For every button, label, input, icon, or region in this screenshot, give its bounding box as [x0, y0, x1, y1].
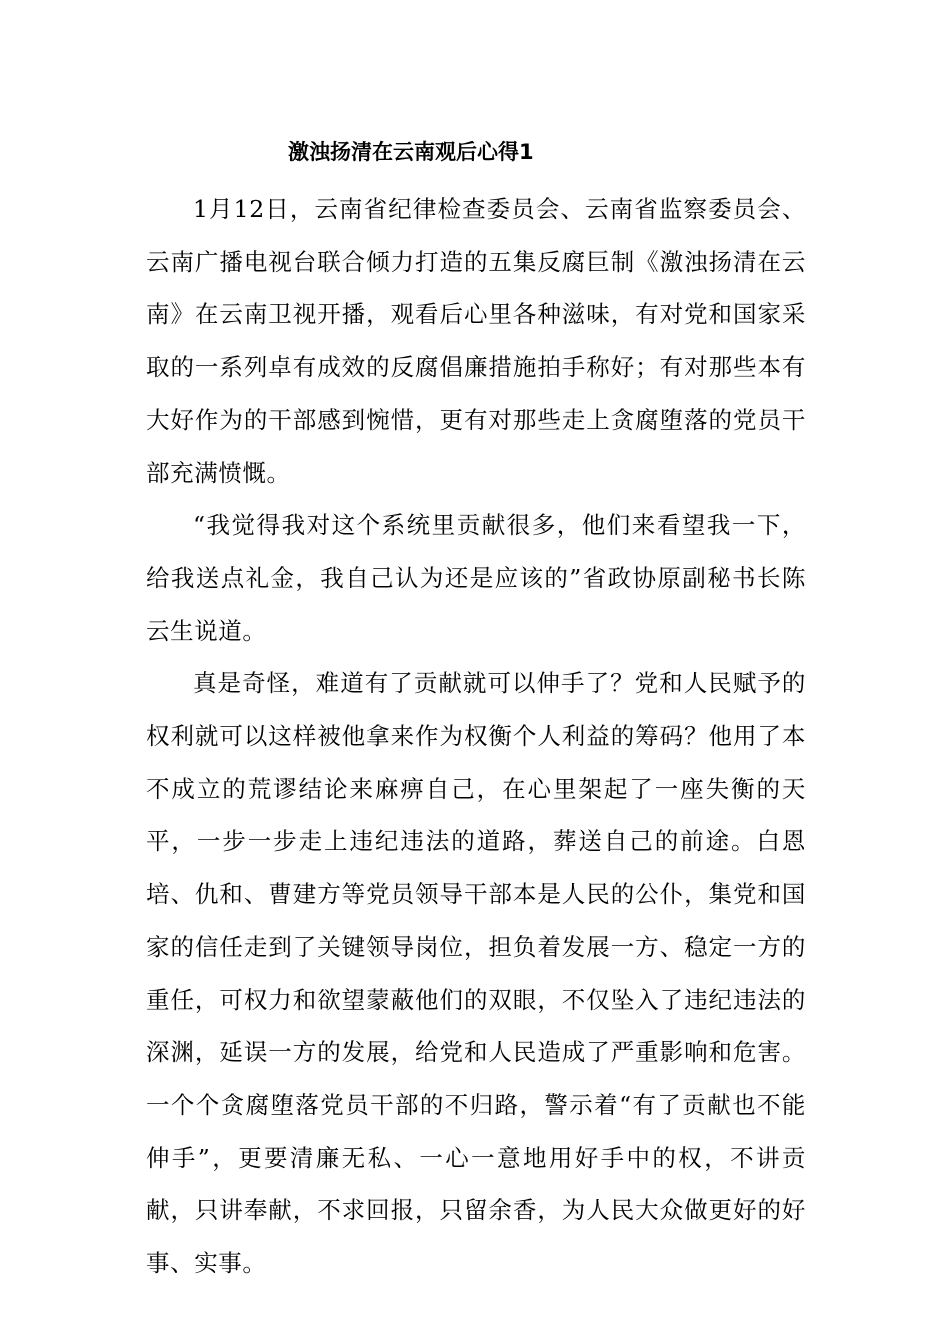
document-body	[146, 183, 806, 1290]
paragraph-1: 1月12日，云南省纪律检查委员会、云南省监察委员会、云南广播电视台联合倾力打造的五集反腐巨制《激浊扬清在云南》在云南卫视开播，观看后心里各种滋味，有对党和国家采取的一系列卓有成效的反腐倡廉措施拍手称好；有对那些本有大好作为的干部感到惋惜，更有对那些走上贪腐堕落的党员干部充满愤慨。	[146, 195, 806, 487]
document-title: 激浊扬清在云南观后心得1	[288, 140, 534, 164]
paragraph-2: “我觉得我对这个系统里贡献很多，他们来看望我一下，给我送点礼金，我自己认为还是应该的”省政协原副秘书长陈云生说道。	[146, 511, 806, 645]
paragraph-3: 真是奇怪，难道有了贡献就可以伸手了？党和人民赋予的权利就可以这样被他拿来作为权衡个人利益的筹码？他用了本不成立的荒谬结论来麻痹自己，在心里架起了一座失衡的天平，一步一步走上违纪违法的道路，葬送自己的前途。白恩培、仇和、曹建方等党员领导干部本是人民的公仆，集党和国家的信任走到了关键领导岗位，担负着发展一方、稳定一方的重任，可权力和欲望蒙蔽他们的双眼，不仅坠入了违纪违法的深渊，延误一方的发展，给党和人民造成了严重影响和危害。一个个贪腐堕落党员干部的不归路，警示着“有了贡献也不能伸手”，更要清廉无私、一心一意地用好手中的权，不讲贡献，只讲奉献，不求回报，只留余香，为人民大众做更好的好事、实事。	[146, 669, 806, 1278]
